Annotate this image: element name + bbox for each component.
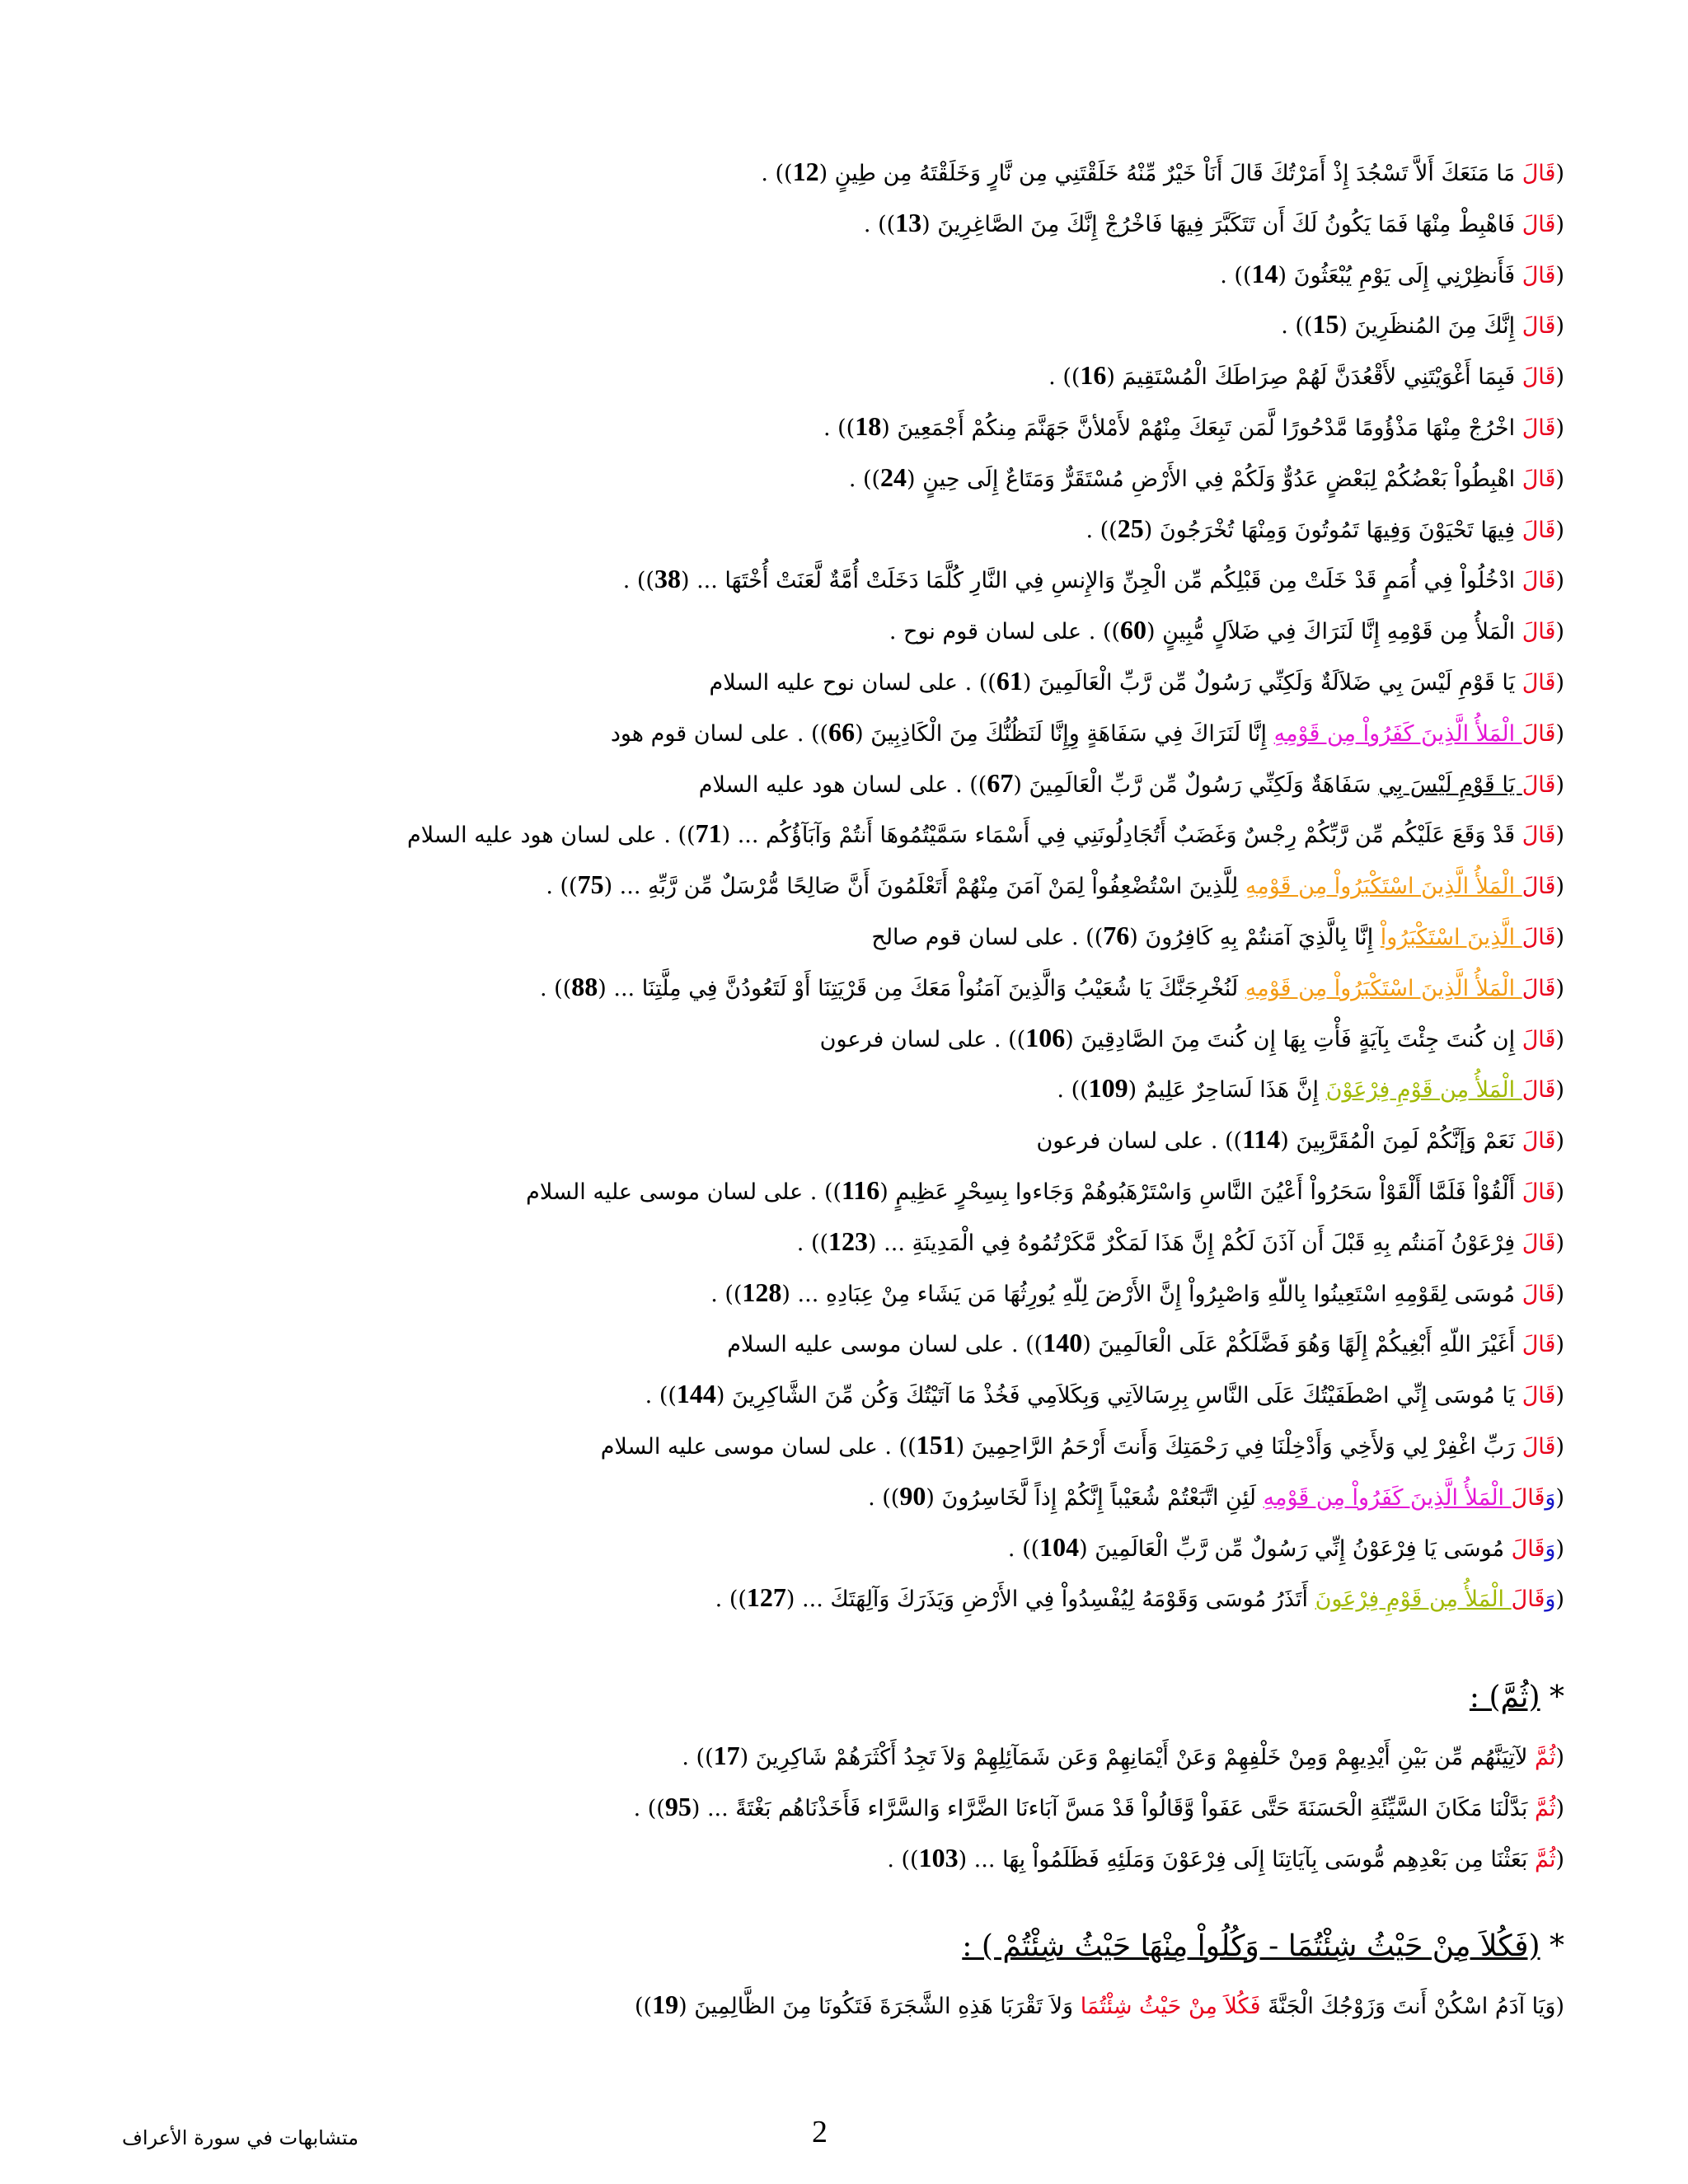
verse-suffix: )) .: [682, 1745, 714, 1771]
verse-keyword: قَالَ: [1522, 313, 1556, 340]
verse-number: 109: [1088, 1073, 1128, 1104]
verse-line: [114, 962, 1564, 1013]
verse-line: [114, 299, 1564, 350]
verse-keyword: قَالَ: [1511, 1535, 1545, 1562]
verse-keyword: قَالَ: [1522, 874, 1556, 900]
verse-keyword: قَالَ: [1522, 517, 1556, 543]
verse-keyword: قَالَ: [1511, 1586, 1545, 1613]
verse-line: [114, 198, 1564, 249]
verse-line: [114, 605, 1564, 656]
verse-text: فَاهْبِطْ مِنْهَا فَمَا يَكُونُ لَكَ أَن تَتَكَبَّرَ فِيهَا فَاخْرُجْ إِنَّكَ مِنَ الصَّاغِرِينَ (: [921, 211, 1522, 237]
verse-line: [114, 1782, 1564, 1833]
verse-highlight: الْمَلأُ مِن قَوْمِ فِرْعَونَ: [1315, 1586, 1512, 1613]
verse-number: 88: [571, 971, 598, 1001]
verse-conjunction: وَ: [1545, 1535, 1556, 1562]
verse-suffix: )) .: [540, 975, 572, 1001]
verse-keyword: قَالَ: [1522, 568, 1556, 594]
verse-suffix: )) . على لسان هود عليه السلام: [698, 771, 987, 798]
verse-prefix: (: [1555, 1383, 1564, 1409]
verse-number: 66: [828, 716, 856, 747]
verse-line: [114, 401, 1564, 452]
verse-prefix: (: [1555, 1433, 1564, 1460]
verse-number: 61: [996, 665, 1023, 696]
verse-line: [114, 1318, 1564, 1369]
verse-prefix: (: [1555, 1745, 1564, 1771]
verse-text: إِنَّا لَنَرَاكَ فِي سَفَاهَةٍ وِإِنَّا لَنَظُنُّكَ مِنَ الْكَاذِبِينَ (: [855, 720, 1274, 747]
verse-prefix: (: [1555, 771, 1564, 798]
verse-text: فِرْعَوْنُ آمَنتُم بِهِ قَبْلَ أَن آذَنَ لَكُمْ إِنَّ هَذَا لَمَكْرٌ مَّكَرْتُمُوهُ فِي الْمَدِينَةِ ... (: [868, 1230, 1522, 1256]
verse-number: 144: [676, 1379, 716, 1409]
verse-number: 128: [742, 1277, 782, 1307]
verse-text: إِنَّ هَذَا لَسَاحِرٌ عَلِيمٌ (: [1128, 1077, 1326, 1104]
verse-keyword: قَالَ: [1522, 1281, 1556, 1307]
verse-text: فِيهَا تَحْيَوْنَ وَفِيهَا تَمُوتُونَ وَمِنْهَا تُخْرَجُونَ (: [1143, 517, 1522, 543]
verse-keyword: قَالَ: [1522, 211, 1556, 237]
verse-line: [114, 452, 1564, 504]
verse-suffix: )) .: [1281, 313, 1313, 340]
verse-keyword: قَالَ: [1511, 1484, 1545, 1511]
verse-suffix: )) .: [868, 1484, 900, 1511]
verse-number: 67: [987, 767, 1014, 798]
verse-underlined: يَا قَوْمِ لَيْسَ بِي: [1378, 771, 1522, 798]
verse-prefix: (: [1555, 1846, 1564, 1872]
verse-prefix: (: [1555, 517, 1564, 543]
verse-keyword: قَالَ: [1522, 771, 1556, 798]
verse-text: أَتَذَرُ مُوسَى وَقَوْمَهُ لِيُفْسِدُواْ فِي الأَرْضِ وَيَذَرَكَ وَآلِهَتَكَ ... (: [785, 1586, 1315, 1613]
verse-suffix: )) . على لسان فرعون: [1036, 1128, 1243, 1155]
verse-prefix: (: [1555, 415, 1564, 441]
verse-number: 17: [713, 1741, 740, 1771]
page-content: [114, 147, 1564, 2030]
verse-text: نَعَمْ وَإَنَّكُمْ لَمِنَ الْمُقَرَّبِينَ (: [1280, 1128, 1522, 1155]
verse-keyword: قَالَ: [1522, 669, 1556, 696]
verse-text: إِنَّا بِالَّذِيَ آمَنتُمْ بِهِ كَافِرُونَ (: [1129, 924, 1381, 950]
verse-prefix: (: [1555, 466, 1564, 492]
verse-text: ادْخُلُواْ فِي أُمَمٍ قَدْ خَلَتْ مِن قَبْلِكُم مِّن الْجِنِّ وَالإِنسِ فِي النَّارِ كُلَّمَا دَخَلَتْ أُمَّةٌ لَّعَنَتْ أُخْتَهَا ... (: [680, 568, 1522, 594]
verse-prefix: (: [1555, 823, 1564, 849]
verse-prefix: (: [1555, 1179, 1564, 1205]
verse-prefix: (: [1555, 211, 1564, 237]
verse-keyword: قَالَ: [1522, 1332, 1556, 1358]
verse-keyword: قَالَ: [1522, 1026, 1556, 1052]
verse-suffix: )) .: [1220, 262, 1252, 288]
verse-prefix: (: [1555, 1077, 1564, 1104]
verse-keyword: ثُمَّ: [1534, 1795, 1556, 1821]
verse-text: بَدَّلْنَا مَكَانَ السَّيِّئَةِ الْحَسَنَةَ حَتَّى عَفَواْ وَّقَالُواْ قَدْ مَسَّ آبَاءنَا الضَّرَّاء وَالسَّرَّاء فَأَخَذْنَاهُم بَغْتَةً ... (: [691, 1795, 1535, 1821]
verse-line: [114, 350, 1564, 401]
verse-suffix: )) .: [715, 1586, 747, 1613]
verse-prefix: (: [1555, 619, 1564, 645]
verse-line: [114, 656, 1564, 707]
verse-line: [114, 707, 1564, 758]
verse-suffix: )) .: [863, 211, 896, 237]
verse-number: 16: [1080, 360, 1107, 391]
verse-line: [114, 808, 1564, 860]
verse-number: 123: [828, 1226, 869, 1256]
verse-prefix: (: [1555, 262, 1564, 288]
verse-prefix: (: [1555, 364, 1564, 391]
verse-line: [114, 1063, 1564, 1114]
verse-suffix: )) .: [761, 161, 793, 186]
verse-number: 25: [1117, 513, 1144, 543]
verse-text: إِنَّكَ مِنَ المُنظَرِينَ (: [1339, 313, 1522, 340]
verse-prefix: (: [1555, 1281, 1564, 1307]
verse-suffix: )) .: [633, 1795, 665, 1821]
verse-number: 106: [1025, 1022, 1066, 1052]
verse-keyword: قَالَ: [1522, 1433, 1556, 1460]
verse-number: 18: [855, 410, 882, 441]
verse-prefix: (: [1555, 1332, 1564, 1358]
verse-keyword: قَالَ: [1522, 161, 1556, 186]
verse-prefix: (: [1555, 313, 1564, 340]
verse-text: فَبِمَا أَغْوَيْتَنِي لأَقْعُدَنَّ لَهُمْ صِرَاطَكَ الْمُسْتَقِيمَ (: [1106, 364, 1522, 391]
verse-text: رَبِّ اغْفِرْ لِي وَلأَخِي وَأَدْخِلْنَا فِي رَحْمَتِكَ وَأَنتَ أَرْحَمُ الرَّاحِمِينَ (: [955, 1433, 1522, 1460]
heading-star: *: [1550, 1929, 1564, 1963]
verse-prefix: (: [1555, 568, 1564, 594]
verse-suffix: )) .: [645, 1383, 677, 1409]
verse-keyword: فَكُلاَ مِنْ حَيْثُ شِئْتُمَا: [1080, 1993, 1261, 2019]
verse-text: لِلَّذِينَ اسْتُضْعِفُواْ لِمَنْ آمَنَ مِنْهُمْ أَتَعْلَمُونَ أَنَّ صَالِحًا مُّرْسَلٌ مِّن رَّبِّهِ ... (: [603, 874, 1245, 900]
verse-number: 14: [1251, 258, 1278, 288]
verse-keyword: قَالَ: [1522, 1383, 1556, 1409]
verse-line: [114, 147, 1564, 198]
verse-prefix: (: [1555, 975, 1564, 1001]
verse-line: [114, 911, 1564, 962]
verse-highlight: الْمَلأُ مِن قَوْمِ فِرْعَوْنَ: [1325, 1077, 1522, 1104]
verse-text: فَأَنظِرْنِي إِلَى يَوْمِ يُبْعَثُونَ (: [1278, 262, 1522, 288]
verse-text: بَعَثْنَا مِن بَعْدِهِم مُّوسَى بِآيَاتِنَا إِلَى فِرْعَوْنَ وَمَلَئِهِ فَظَلَمُواْ بِهَا ... (: [958, 1846, 1535, 1872]
verse-text: يَا مُوسَى إِنِّي اصْطَفَيْتُكَ عَلَى النَّاسِ بِرِسَالاَتِي وَبِكَلاَمِي فَخُذْ مَا آتَيْتُكَ وَكُن مِّنَ الشَّاكِرِينَ (: [715, 1383, 1522, 1409]
verse-keyword: قَالَ: [1522, 1230, 1556, 1256]
verse-keyword: قَالَ: [1522, 619, 1556, 645]
verse-number: 95: [664, 1791, 692, 1821]
verse-text: وَلاَ تَقْرَبَا هَذِهِ الشَّجَرَةَ فَتَكُونَا مِنَ الظَّالِمِينَ (: [678, 1993, 1081, 2019]
verse-keyword: قَالَ: [1522, 823, 1556, 849]
heading-title: (فَكُلاَ مِنْ حَيْثُ شِئْتُمَا - وَكُلُواْ مِنْهَا حَيْثُ شِئْتُمْ ) :: [962, 1929, 1540, 1963]
verse-prefix: (: [1555, 924, 1564, 950]
verse-keyword: قَالَ: [1522, 975, 1556, 1001]
verse-number: 12: [792, 157, 819, 186]
verse-highlight: الْمَلأُ الَّذِينَ اسْتَكْبَرُواْ مِن قَوْمِهِ: [1245, 975, 1522, 1001]
verse-line: [114, 1013, 1564, 1064]
verse-prefix: (: [1555, 161, 1564, 186]
verse-suffix: )) . على لسان قوم هود: [610, 720, 829, 747]
verse-keyword: قَالَ: [1522, 466, 1556, 492]
verse-line: [114, 1216, 1564, 1268]
verse-suffix: )) .: [546, 874, 578, 900]
verse-prefix: (وَيَا آدَمُ اسْكُنْ أَنتَ وَزَوْجُكَ الْجَنَّةَ: [1260, 1993, 1564, 2019]
verse-keyword: قَالَ: [1522, 1128, 1556, 1155]
qala-verse-list: [114, 147, 1564, 1624]
verse-line: [114, 504, 1564, 555]
verse-line: [114, 1980, 1564, 2031]
verse-prefix: (: [1555, 720, 1564, 747]
verse-suffix: )) . على لسان موسى عليه السلام: [526, 1179, 842, 1205]
verse-line: [114, 249, 1564, 300]
verse-text: أَلْقُوْاْ فَلَمَّا أَلْقَوْاْ سَحَرُواْ أَعْيُنَ النَّاسِ وَاسْتَرْهَبُوهُمْ وَجَاءوا بِسِحْرٍ عَظِيمٍ (: [879, 1179, 1522, 1205]
verse-number: 116: [842, 1174, 880, 1205]
verse-conjunction: وَ: [1545, 1586, 1556, 1613]
verse-number: 103: [918, 1842, 959, 1872]
verse-suffix: )) .: [1085, 517, 1118, 543]
verse-text: قَدْ وَقَعَ عَلَيْكُم مِّن رَّبِّكُمْ رِجْسٌ وَغَضَبٌ أَتُجَادِلُونَنِي فِي أَسْمَاء سَمَّيْتُمُوهَا أَنتُمْ وَآبَآؤُكُم ... (: [721, 823, 1522, 849]
verse-line: [114, 1471, 1564, 1522]
verse-keyword: قَالَ: [1522, 415, 1556, 441]
verse-keyword: قَالَ: [1522, 720, 1556, 747]
footer-title: متشابهات في سورة الأعراف: [122, 2126, 359, 2149]
verse-keyword: قَالَ: [1522, 364, 1556, 391]
verse-suffix: )) . على لسان موسى عليه السلام: [600, 1433, 917, 1460]
verse-suffix: )) .: [796, 1230, 829, 1256]
verse-number: 13: [895, 207, 922, 237]
verse-number: 60: [1120, 615, 1146, 645]
verse-line: [114, 758, 1564, 809]
verse-number: 76: [1103, 920, 1130, 950]
verse-keyword: قَالَ: [1522, 262, 1556, 288]
heading-star: *: [1550, 1680, 1564, 1715]
verse-keyword: قَالَ: [1522, 1077, 1556, 1104]
verse-text: يَا قَوْمِ لَيْسَ بِي ضَلاَلَةٌ وَلَكِنِّي رَسُولٌ مِّن رَّبِّ الْعَالَمِينَ (: [1022, 669, 1522, 696]
verse-number: 19: [652, 1989, 679, 2019]
verse-line: [114, 1165, 1564, 1216]
thumma-verse-list: [114, 1731, 1564, 1883]
verse-text: اخْرُجْ مِنْهَا مَذْؤُومًا مَّدْحُورًا لَّمَن تَبِعَكَ مِنْهُمْ لأَمْلأنَّ جَهَنَّمَ مِنكُمْ أَجْمَعِينَ (: [881, 415, 1522, 441]
verse-text: إِن كُنتَ جِئْتَ بِآيَةٍ فَأْتِ بِهَا إِن كُنتَ مِنَ الصَّادِقِينَ (: [1065, 1026, 1522, 1052]
verse-line: [114, 1114, 1564, 1165]
verse-line: [114, 1420, 1564, 1471]
verse-suffix: )) . على لسان قوم نوح .: [889, 619, 1120, 645]
verse-keyword: قَالَ: [1522, 924, 1556, 950]
section-heading-thumma: [114, 1665, 1564, 1731]
verse-line: [114, 1572, 1564, 1624]
heading-title: (ثُمَّ) :: [1469, 1680, 1540, 1715]
verse-number: 104: [1039, 1531, 1080, 1562]
verse-suffix: )) .: [1048, 364, 1081, 391]
verse-prefix: (: [1555, 1795, 1564, 1821]
verse-keyword: ثُمَّ: [1534, 1846, 1556, 1872]
verse-number: 24: [880, 462, 907, 492]
verse-highlight: الْمَلأُ الَّذِينَ كَفَرُواْ مِن قَوْمِهِ: [1273, 720, 1522, 747]
verse-suffix: )): [635, 1993, 653, 2019]
verse-text: سَفَاهَةٌ وَلَكِنِّي رَسُولٌ مِّن رَّبِّ الْعَالَمِينَ (: [1013, 771, 1379, 798]
verse-text: أَغَيْرَ اللّهِ أَبْغِيكُمْ إِلَهًا وَهُوَ فَضَّلَكُمْ عَلَى الْعَالَمِينَ (: [1082, 1332, 1522, 1358]
verse-number: 71: [695, 818, 722, 849]
verse-line: [114, 1833, 1564, 1884]
verse-suffix: )) .: [887, 1846, 919, 1872]
verse-number: 75: [577, 869, 604, 900]
verse-suffix: )) .: [710, 1281, 743, 1307]
verse-highlight: الْمَلأُ الَّذِينَ كَفَرُواْ مِن قَوْمِهِ: [1263, 1484, 1512, 1511]
verse-line: [114, 1268, 1564, 1319]
verse-prefix: (: [1555, 669, 1564, 696]
verse-line: [114, 1731, 1564, 1782]
verse-prefix: (: [1555, 874, 1564, 900]
verse-suffix: )) .: [1007, 1535, 1040, 1562]
verse-prefix: (: [1555, 1535, 1564, 1562]
verse-keyword: قَالَ: [1522, 1179, 1556, 1205]
verse-text: اهْبِطُواْ بَعْضُكُمْ لِبَعْضٍ عَدُوٌّ وَلَكُمْ فِي الأَرْضِ مُسْتَقَرٌّ وَمَتَاعٌ إِلَى حِينٍ (: [907, 466, 1522, 492]
page-number: 2: [812, 2115, 828, 2149]
verse-line: [114, 1522, 1564, 1573]
verse-prefix: (: [1555, 1026, 1564, 1052]
verse-line: [114, 860, 1564, 911]
verse-line: [114, 1369, 1564, 1420]
verse-number: 38: [654, 564, 681, 594]
verse-number: 151: [916, 1429, 956, 1460]
verse-suffix: )) .: [848, 466, 881, 492]
verse-suffix: )) .: [622, 568, 654, 594]
verse-conjunction: وَ: [1545, 1484, 1556, 1511]
verse-suffix: )) . على لسان نوح عليه السلام: [709, 669, 996, 696]
verse-number: 90: [899, 1480, 926, 1511]
verse-keyword: ثُمَّ: [1534, 1745, 1556, 1771]
verse-suffix: )) . على لسان هود عليه السلام: [406, 823, 696, 849]
verse-prefix: (: [1555, 1586, 1564, 1613]
verse-text: مَا مَنَعَكَ أَلاَّ تَسْجُدَ إِذْ أَمَرْتُكَ قَالَ أَنَاْ خَيْرٌ مِّنْهُ خَلَقْتَنِي مِن نَّارٍ وَخَلَقْتَهُ مِن طِينٍ (: [818, 161, 1522, 186]
verse-text: الْمَلأُ مِن قَوْمِهِ إِنَّا لَنَرَاكَ فِي ضَلاَلٍ مُّبِينٍ (: [1146, 619, 1522, 645]
verse-suffix: )) . على لسان موسى عليه السلام: [727, 1332, 1043, 1358]
verse-highlight: الْمَلأُ الَّذِينَ اسْتَكْبَرُواْ مِن قَوْمِهِ: [1245, 874, 1522, 900]
verse-text: لآتِيَنَّهُم مِّن بَيْنِ أَيْدِيهِمْ وَمِنْ خَلْفِهِمْ وَعَنْ أَيْمَانِهِمْ وَعَن شَمَآئِلِهِمْ وَلاَ تَجِدُ أَكْثَرَهُمْ شَاكِرِينَ (: [739, 1745, 1535, 1771]
verse-number: 15: [1312, 309, 1339, 340]
verse-number: 114: [1242, 1124, 1281, 1155]
verse-suffix: )) . على لسان قوم صالح: [871, 924, 1104, 950]
verse-line: [114, 554, 1564, 605]
section-heading-fakula: [114, 1914, 1564, 1980]
verse-text: لَئِنِ اتَّبَعْتُمْ شُعَيْباً إِنَّكُمْ إِذاً لَّخَاسِرُونَ (: [926, 1484, 1264, 1511]
verse-suffix: )) . على لسان فرعون: [819, 1026, 1026, 1052]
verse-highlight: الَّذِينَ اسْتَكْبَرُواْ: [1380, 924, 1522, 950]
verse-text: مُوسَى لِقَوْمِهِ اسْتَعِينُوا بِاللّهِ وَاصْبِرُواْ إِنَّ الأَرْضَ لِلّهِ يُورِثُهَا مَن يَشَاء مِنْ عِبَادِهِ ... (: [781, 1281, 1522, 1307]
verse-text: لَنُخْرِجَنَّكَ يَا شُعَيْبُ وَالَّذِينَ آمَنُواْ مَعَكَ مِن قَرْيَتِنَا أَوْ لَتَعُودُنَّ فِي مِلَّتِنَا ... (: [598, 975, 1245, 1001]
verse-prefix: (: [1555, 1230, 1564, 1256]
verse-number: 127: [746, 1582, 786, 1613]
verse-prefix: (: [1555, 1128, 1564, 1155]
verse-number: 140: [1043, 1328, 1083, 1358]
verse-suffix: )) .: [1057, 1077, 1089, 1104]
verse-prefix: (: [1555, 1484, 1564, 1511]
verse-text: مُوسَى يَا فِرْعَوْنُ إِنِّي رَسُولٌ مِّن رَّبِّ الْعَالَمِينَ (: [1079, 1535, 1512, 1562]
verse-suffix: )) .: [823, 415, 856, 441]
